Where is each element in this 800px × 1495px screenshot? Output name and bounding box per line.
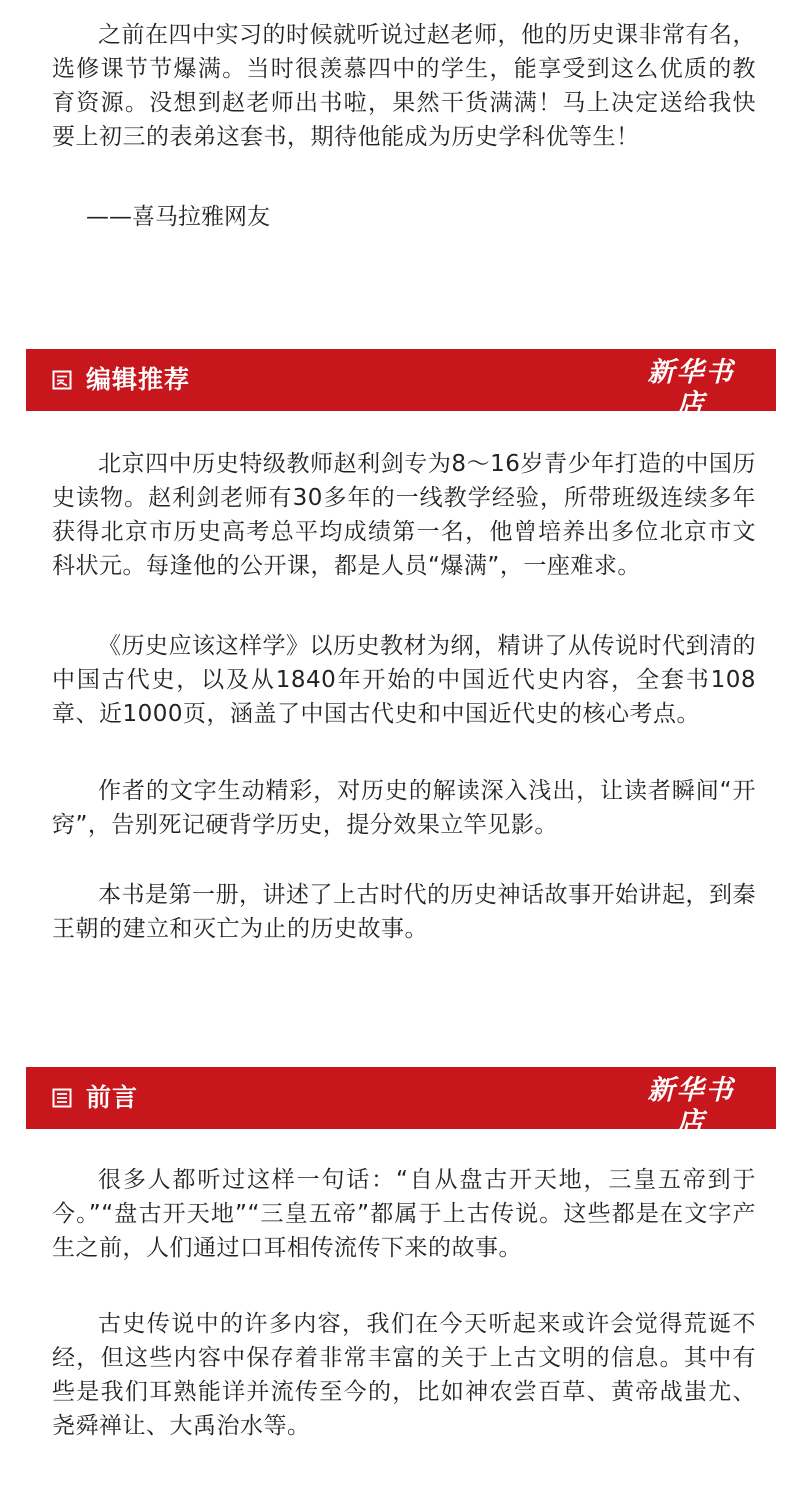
doc-icon [52,370,72,390]
review-paragraph: 之前在四中实习的时候就听说过赵老师，他的历史课非常有名，选修课节节爆满。当时很羡慕四中的学生，能享受到这么优质的教育资源。没想到赵老师出书啦，果然干货满满！马上决定送给我快要上初三的表弟这套书，期待他能成为历史学科优等生！ [52,22,756,150]
section-banner-editor-recommendation [26,349,776,430]
logo-english: XINHUA BOOKSTORE [646,422,736,430]
section-paragraph: 《历史应该这样学》以历史教材为纲，精讲了从传说时代到清的中国古代史，以及从1840年开始的中国近代史内容，全套书108章、近1000页，涵盖了中国古代史和中国近代史的核心考点。 [52,633,756,727]
section-banner-preface [26,1067,776,1148]
review-attribution: ——喜马拉雅网友 [86,204,270,230]
section-paragraph: 北京四中历史特级教师赵利剑专为8～16岁青少年打造的中国历史读物。赵利剑老师有30多年的一线教学经验，所带班级连续多年获得北京市历史高考总平均成绩第一名，他曾培养出多位北京市文科状元。每逢他的公开课，都是人员“爆满”，一座难求。 [52,451,756,579]
logo-chinese: 新华书店 [647,1075,735,1138]
section-title: 编辑推荐 [86,365,191,394]
section-paragraph: 很多人都听过这样一句话：“自从盘古开天地，三皇五帝到于今。”“盘古开天地”“三皇五帝”都属于上古传说。这些都是在文字产生之前，人们通过口耳相传流传下来的故事。 [52,1167,756,1261]
list-doc-icon [52,1088,72,1108]
xinhua-logo [636,1075,746,1149]
section-title: 前言 [86,1083,139,1112]
logo-english: XINHUA BOOKSTORE [646,1140,736,1148]
xinhua-logo [636,357,746,431]
logo-chinese: 新华书店 [647,357,735,420]
section-paragraph: 古史传说中的许多内容，我们在今天听起来或许会觉得荒诞不经，但这些内容中保存着非常丰富的关于上古文明的信息。其中有些是我们耳熟能详并流传至今的，比如神农尝百草、黄帝战蚩尤、尧舜禅让、大禹治水等。 [52,1311,756,1439]
section-paragraph: 本书是第一册，讲述了上古时代的历史神话故事开始讲起，到秦王朝的建立和灭亡为止的历史故事。 [52,882,756,942]
section-paragraph: 作者的文字生动精彩，对历史的解读深入浅出，让读者瞬间“开窍”，告别死记硬背学历史，提分效果立竿见影。 [52,778,756,838]
